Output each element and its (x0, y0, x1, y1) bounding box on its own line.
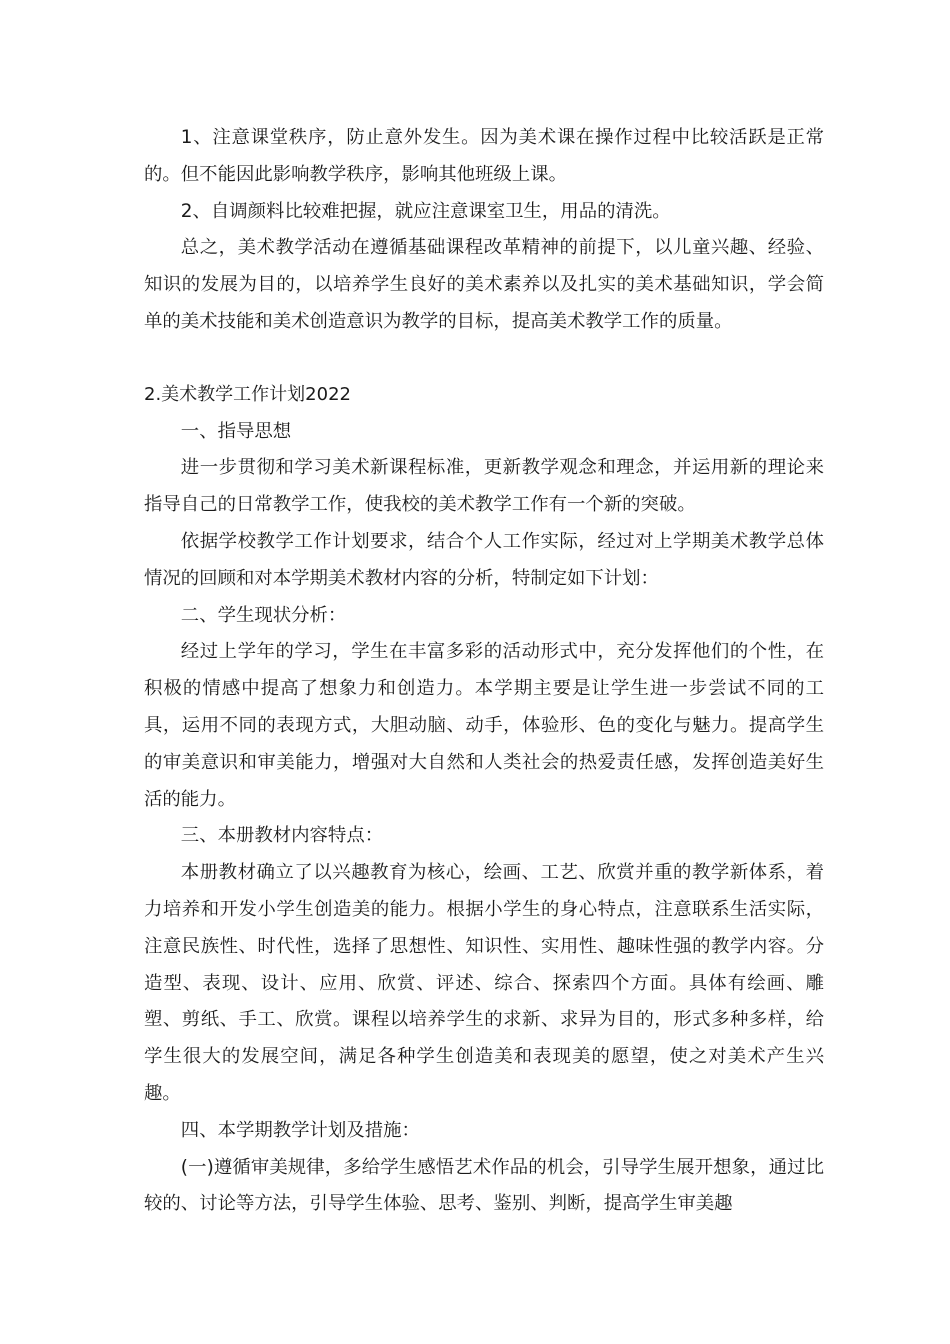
heading-guiding-ideology: 一、指导思想 (180, 420, 292, 442)
paragraph-note-1: 1、注意课堂秩序，防止意外发生。因为美术课在操作过程中比较活跃是正常的。但不能因此影响教学秩序，影响其他班级上课。 (144, 127, 824, 185)
paragraph-teaching-plan-1: (一)遵循审美规律，多给学生感悟艺术作品的机会，引导学生展开想象，通过比较的、讨论等方法，引导学生体验、思考、鉴别、判断，提高学生审美趣 (144, 1156, 824, 1215)
paragraph-student-analysis: 经过上学年的学习，学生在丰富多彩的活动形式中，充分发挥他们的个性，在积极的情感中提高了想象力和创造力。本学期主要是让学生进一步尝试不同的工具，运用不同的表现方式，大胆动脑、动手，体验形、色的变化与魅力。提高学生的审美意识和审美能力，增强对大自然和人类社会的热爱责任感，发挥创造美好生活的能力。 (144, 641, 824, 810)
paragraph-plan-basis: 依据学校教学工作计划要求，结合个人工作实际，经过对上学期美术教学总体情况的回顾和对本学期美术教材内容的分析，特制定如下计划： (144, 530, 824, 589)
heading-student-analysis: 二、学生现状分析： (180, 604, 347, 626)
heading-teaching-plan: 四、本学期教学计划及措施： (180, 1119, 420, 1141)
section-title: 2.美术教学工作计划2022 (144, 383, 351, 405)
paragraph-summary: 总之，美术教学活动在遵循基础课程改革精神的前提下，以儿童兴趣、经验、知识的发展为目的，以培养学生良好的美术素养以及扎实的美术基础知识，学会简单的美术技能和美术创造意识为教学的目标，提高美术教学工作的质量。 (144, 237, 824, 332)
paragraph-note-2: 2、自调颜料比较难把握，就应注意课室卫生，用品的清洗。 (180, 200, 671, 222)
paragraph-textbook-features: 本册教材确立了以兴趣教育为核心，绘画、工艺、欣赏并重的教学新体系，着力培养和开发小学生创造美的能力。根据小学生的身心特点，注意联系生活实际，注意民族性、时代性，选择了思想性、知识性、实用性、趣味性强的教学内容。分造型、表现、设计、应用、欣赏、评述、综合、探索四个方面。具体有绘画、雕塑、剪纸、手工、欣赏。课程以培养学生的求新、求异为目的，形式多种多样，给学生很大的发展空间，满足各种学生创造美和表现美的愿望，使之对美术产生兴趣。 (144, 862, 824, 1104)
section-gap (144, 341, 824, 377)
document-body (144, 120, 824, 1223)
heading-textbook-features: 三、本册教材内容特点： (180, 825, 384, 847)
paragraph-guiding-ideology: 进一步贯彻和学习美术新课程标准，更新教学观念和理念，并运用新的理论来指导自己的日常教学工作，使我校的美术教学工作有一个新的突破。 (144, 457, 824, 516)
